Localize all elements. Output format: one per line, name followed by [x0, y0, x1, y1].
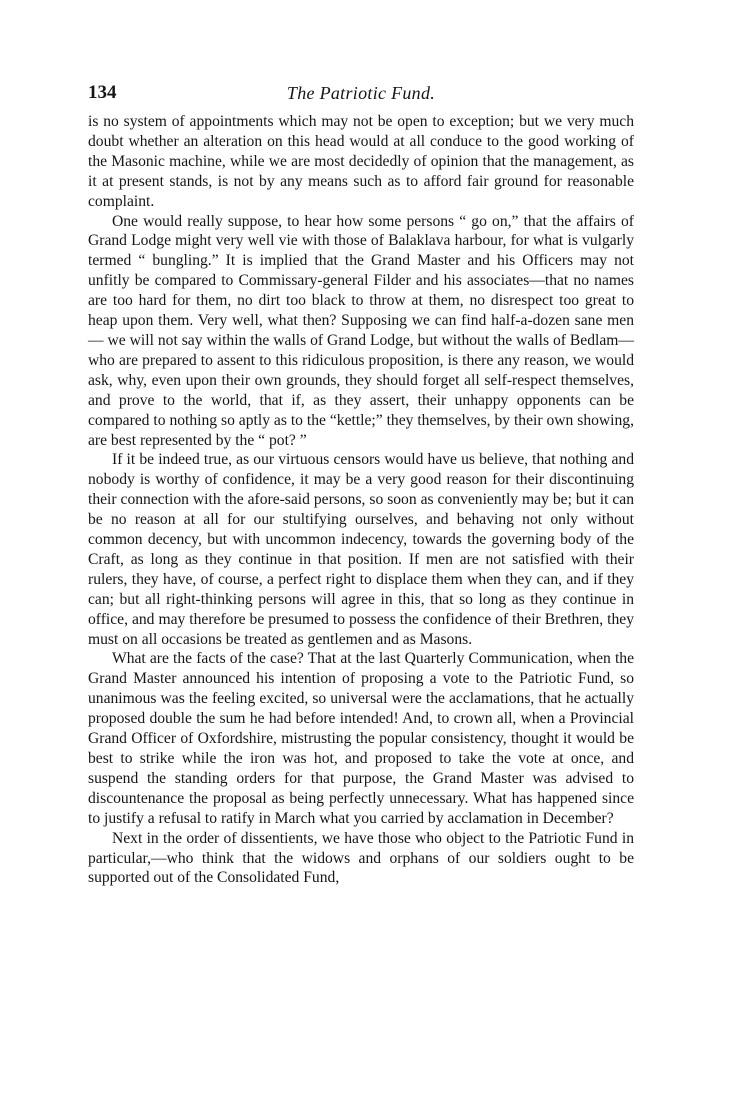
- page-header: [88, 82, 634, 108]
- paragraph-3: If it be indeed true, as our virtuous censors would have us believe, that nothing and nobody is worthy of confidence, it may be a very good reason for their discontinuing their connection with the afore-said persons, so soon as conveniently may be; but it can be no reason at all for our stultifying ourselves, and behaving not only without common decency, but with uncommon indecency, towards the governing body of the Craft, as long as they continue in that position. If men are not satisfied with their rulers, they have, of course, a perfect right to displace them when they can, and if they can; but all right-thinking persons will agree in this, that so long as they continue in office, and may therefore be presumed to possess the confidence of their Brethren, they must on all occasions be treated as gentlemen and as Masons.: [88, 451, 634, 648]
- paragraph-4: What are the facts of the case? That at the last Quarterly Communication, when the Grand Master announced his intention of proposing a vote to the Patriotic Fund, so unanimous was the feeling excited, so universal were the acclamations, that he actually proposed double the sum he had before intended! And, to crown all, when a Provincial Grand Officer of Oxfordshire, mistrusting the popular consistency, thought it would be best to strike while the iron was hot, and proposed to take the vote at once, and suspend the standing orders for that purpose, the Grand Master was advised to discountenance the proposal as being perfectly unnecessary. What has happened since to justify a refusal to ratify in March what you carried by acclamation in December?: [88, 650, 634, 827]
- paragraph-5: Next in the order of dissentients, we have those who object to the Patriotic Fund in particular,—who think that the widows and orphans of our soldiers ought to be supported out of the Consolidated Fund,: [88, 829, 634, 887]
- article-body: [88, 112, 634, 888]
- document-page: [88, 82, 634, 888]
- paragraph-1: is no system of appointments which may not be open to exception; but we very much doubt whether an alteration on this head would at all conduce to the good working of the Masonic machine, while we are most decidedly of opinion that the management, as it at present stands, is not by any means such as to afford fair ground for reasonable complaint.: [88, 113, 634, 210]
- page-number: 134: [88, 82, 117, 103]
- running-title: The Patriotic Fund.: [286, 83, 436, 103]
- paragraph-2: One would really suppose, to hear how some persons “ go on,” that the affairs of Grand Lodge might very well vie with those of Balaklava harbour, for what is vulgarly termed “ bungling.” It is implied that the Grand Master and his Officers may not unfitly be compared to Commissary-general Filder and his associates—that no names are too hard for them, no dirt too black to throw at them, no disrespect too great to heap upon them. Very well, what then? Supposing we can find half-a-dozen sane men — we will not say within the walls of Grand Lodge, but without the walls of Bedlam— who are prepared to assent to this ridiculous proposition, is there any reason, we would ask, why, even upon their own grounds, they should forget all self-respect themselves, and prove to the world, that if, as they assert, their unhappy opponents can be compared to nothing so aptly as to the “kettle;” they themselves, by their own showing, are best represented by the “ pot? ”: [88, 212, 634, 449]
